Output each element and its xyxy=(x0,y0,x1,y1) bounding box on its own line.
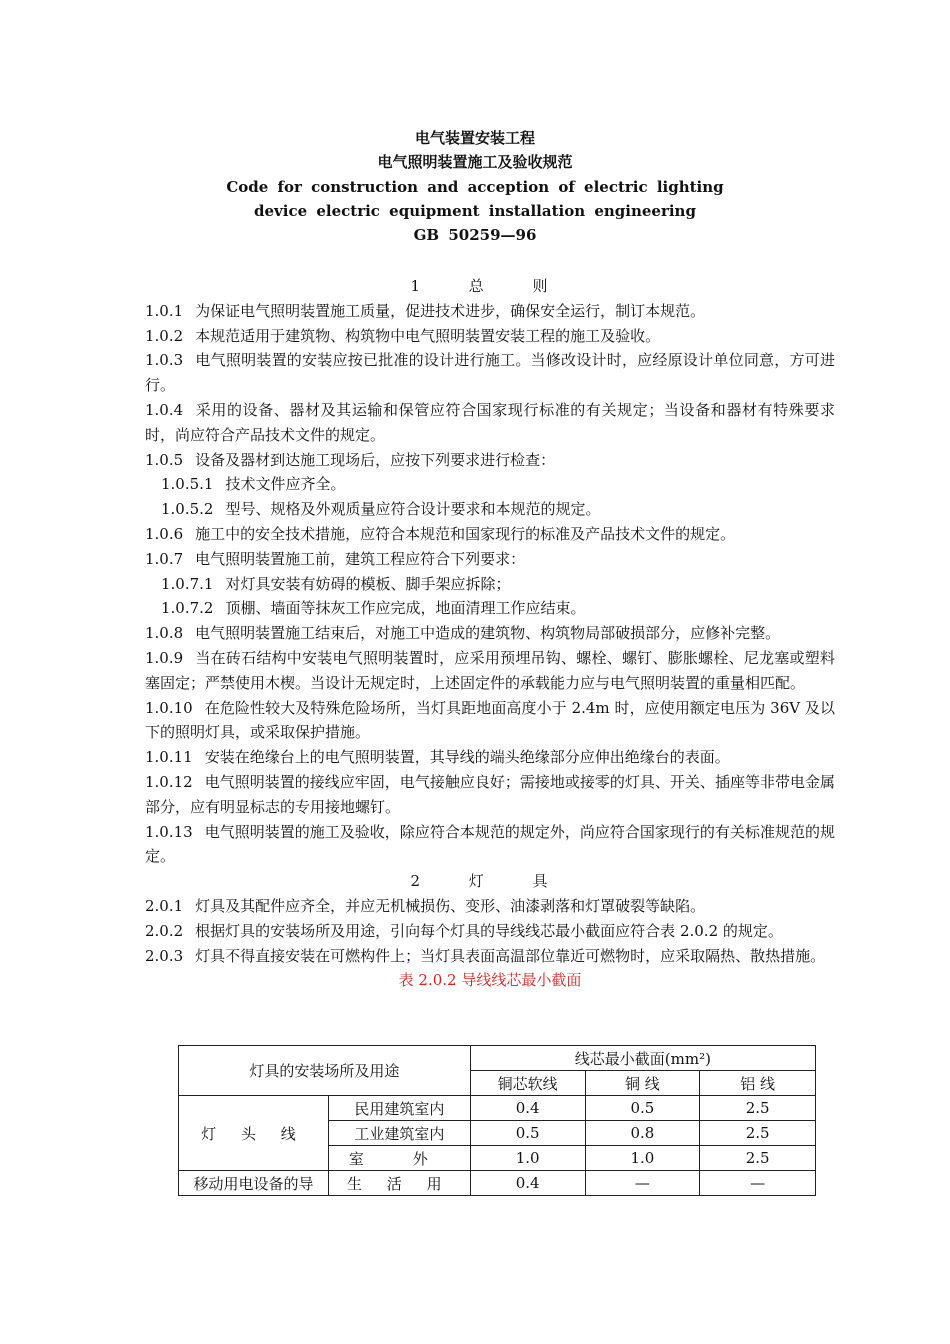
title-en-line1: Code for construction and acception of electric lighting xyxy=(226,177,724,196)
title-en-line2: device electric equipment installation engineering xyxy=(254,201,696,220)
cell-copper-soft: 0.4 xyxy=(470,1096,585,1121)
cell-copper: 0.8 xyxy=(585,1121,700,1146)
cell-aluminum: 2.5 xyxy=(700,1121,816,1146)
header-place-usage: 灯具的安装场所及用途 xyxy=(179,1046,471,1096)
clause-1-0-3: 1.0.3 电气照明装置的安装应按已批准的设计进行施工。当修改设计时，应经原设计单位同意，方可进行。 xyxy=(145,351,835,395)
clause-1-0-10: 1.0.10 在危险性较大及特殊危险场所，当灯具距地面高度小于 2.4m 时，应使用额定电压为 36V 及以下的照明灯具，或采取保护措施。 xyxy=(145,698,835,742)
clause-1-0-5: 1.0.5 设备及器材到达施工现场后，应按下列要求进行检查： xyxy=(145,450,556,469)
clause-1-0-5-1: 1.0.5.1 技术文件应齐全。 xyxy=(161,475,346,494)
table-row xyxy=(179,1171,816,1196)
body-text xyxy=(145,274,835,993)
title-cn-line2: 电气照明装置施工及验收规范 xyxy=(377,153,573,172)
row-use: 生 活 用 xyxy=(328,1171,470,1196)
chapter-1-heading: 1 总 则 xyxy=(410,277,570,295)
group-mobile-device: 移动用电设备的导 xyxy=(179,1171,329,1196)
clause-1-0-5-2: 1.0.5.2 型号、规格及外观质量应符合设计要求和本规范的规定。 xyxy=(161,500,601,519)
table-header-row xyxy=(179,1046,816,1071)
clause-2-0-1: 2.0.1 灯具及其配件应齐全，并应无机械损伤、变形、油漆剥落和灯罩破裂等缺陷。 xyxy=(145,896,706,915)
clause-1-0-9: 1.0.9 当在砖石结构中安装电气照明装置时，应采用预埋吊钩、螺栓、螺钉、膨胀螺栓、尼龙塞或塑料塞固定；严禁使用木楔。当设计无规定时，上述固定件的承载能力应与电气照明装置的重量相匹配。 xyxy=(145,648,835,692)
group-lamp-head: 灯 头 线 xyxy=(179,1096,329,1171)
clause-1-0-1: 1.0.1 为保证电气照明装置施工质量，促进技术进步，确保安全运行，制订本规范。 xyxy=(145,301,706,320)
clause-1-0-7: 1.0.7 电气照明装置施工前，建筑工程应符合下列要求： xyxy=(145,549,526,568)
clause-1-0-13: 1.0.13 电气照明装置的施工及验收，除应符合本规范的规定外，尚应符合国家现行的有关标准规范的规定。 xyxy=(145,822,835,866)
cell-copper-soft: 0.5 xyxy=(470,1121,585,1146)
standard-code: GB 50259—96 xyxy=(413,226,537,245)
row-use: 工业建筑室内 xyxy=(328,1121,470,1146)
header-copper-soft: 铜芯软线 xyxy=(470,1071,585,1096)
cell-copper: 0.5 xyxy=(585,1096,700,1121)
clause-1-0-11: 1.0.11 安装在绝缘台上的电气照明装置，其导线的端头绝缘部分应伸出绝缘台的表面。 xyxy=(145,748,730,767)
clause-1-0-4: 1.0.4 采用的设备、器材及其运输和保管应符合国家现行标准的有关规定；当设备和器材有特殊要求时，尚应符合产品技术文件的规定。 xyxy=(145,400,835,444)
cell-copper-soft: 0.4 xyxy=(470,1171,585,1196)
table-caption: 表 2.0.2 导线线芯最小截面 xyxy=(398,971,582,990)
title-block xyxy=(0,126,950,247)
clause-2-0-3: 2.0.3 灯具不得直接安装在可燃构件上；当灯具表面高温部位靠近可燃物时，应采取隔热、散热措施。 xyxy=(145,946,826,965)
row-use: 室 外 xyxy=(328,1146,470,1171)
cell-aluminum: 2.5 xyxy=(700,1096,816,1121)
cell-copper-soft: 1.0 xyxy=(470,1146,585,1171)
clause-2-0-2: 2.0.2 根据灯具的安装场所及用途，引向每个灯具的导线线芯最小截面应符合表 2.0.2 的规定。 xyxy=(145,921,783,940)
wire-section-table xyxy=(178,1045,816,1196)
row-use: 民用建筑室内 xyxy=(328,1096,470,1121)
table-row xyxy=(179,1096,816,1121)
header-min-section: 线芯最小截面(mm²) xyxy=(470,1046,815,1071)
cell-aluminum: 2.5 xyxy=(700,1146,816,1171)
header-copper: 铜 线 xyxy=(585,1071,700,1096)
clause-1-0-2: 1.0.2 本规范适用于建筑物、构筑物中电气照明装置安装工程的施工及验收。 xyxy=(145,326,661,345)
clause-1-0-7-2: 1.0.7.2 顶棚、墙面等抹灰工作应完成，地面清理工作应结束。 xyxy=(161,599,586,618)
clause-1-0-7-1: 1.0.7.1 对灯具安装有妨碍的模板、脚手架应拆除； xyxy=(161,574,511,593)
title-cn-line1: 电气装置安装工程 xyxy=(414,129,535,147)
clause-1-0-8: 1.0.8 电气照明装置施工结束后，对施工中造成的建筑物、构筑物局部破损部分，应修补完整。 xyxy=(145,624,781,643)
cell-copper: 1.0 xyxy=(585,1146,700,1171)
clause-1-0-12: 1.0.12 电气照明装置的接线应牢固，电气接触应良好；需接地或接零的灯具、开关、插座等非带电金属部分，应有明显标志的专用接地螺钉。 xyxy=(145,772,835,816)
chapter-2-heading: 2 灯 具 xyxy=(410,872,570,891)
cell-aluminum: — xyxy=(700,1171,816,1196)
header-aluminum: 铝 线 xyxy=(700,1071,816,1096)
clause-1-0-6: 1.0.6 施工中的安全技术措施，应符合本规范和国家现行的标准及产品技术文件的规定。 xyxy=(145,524,736,543)
cell-copper: — xyxy=(585,1171,700,1196)
